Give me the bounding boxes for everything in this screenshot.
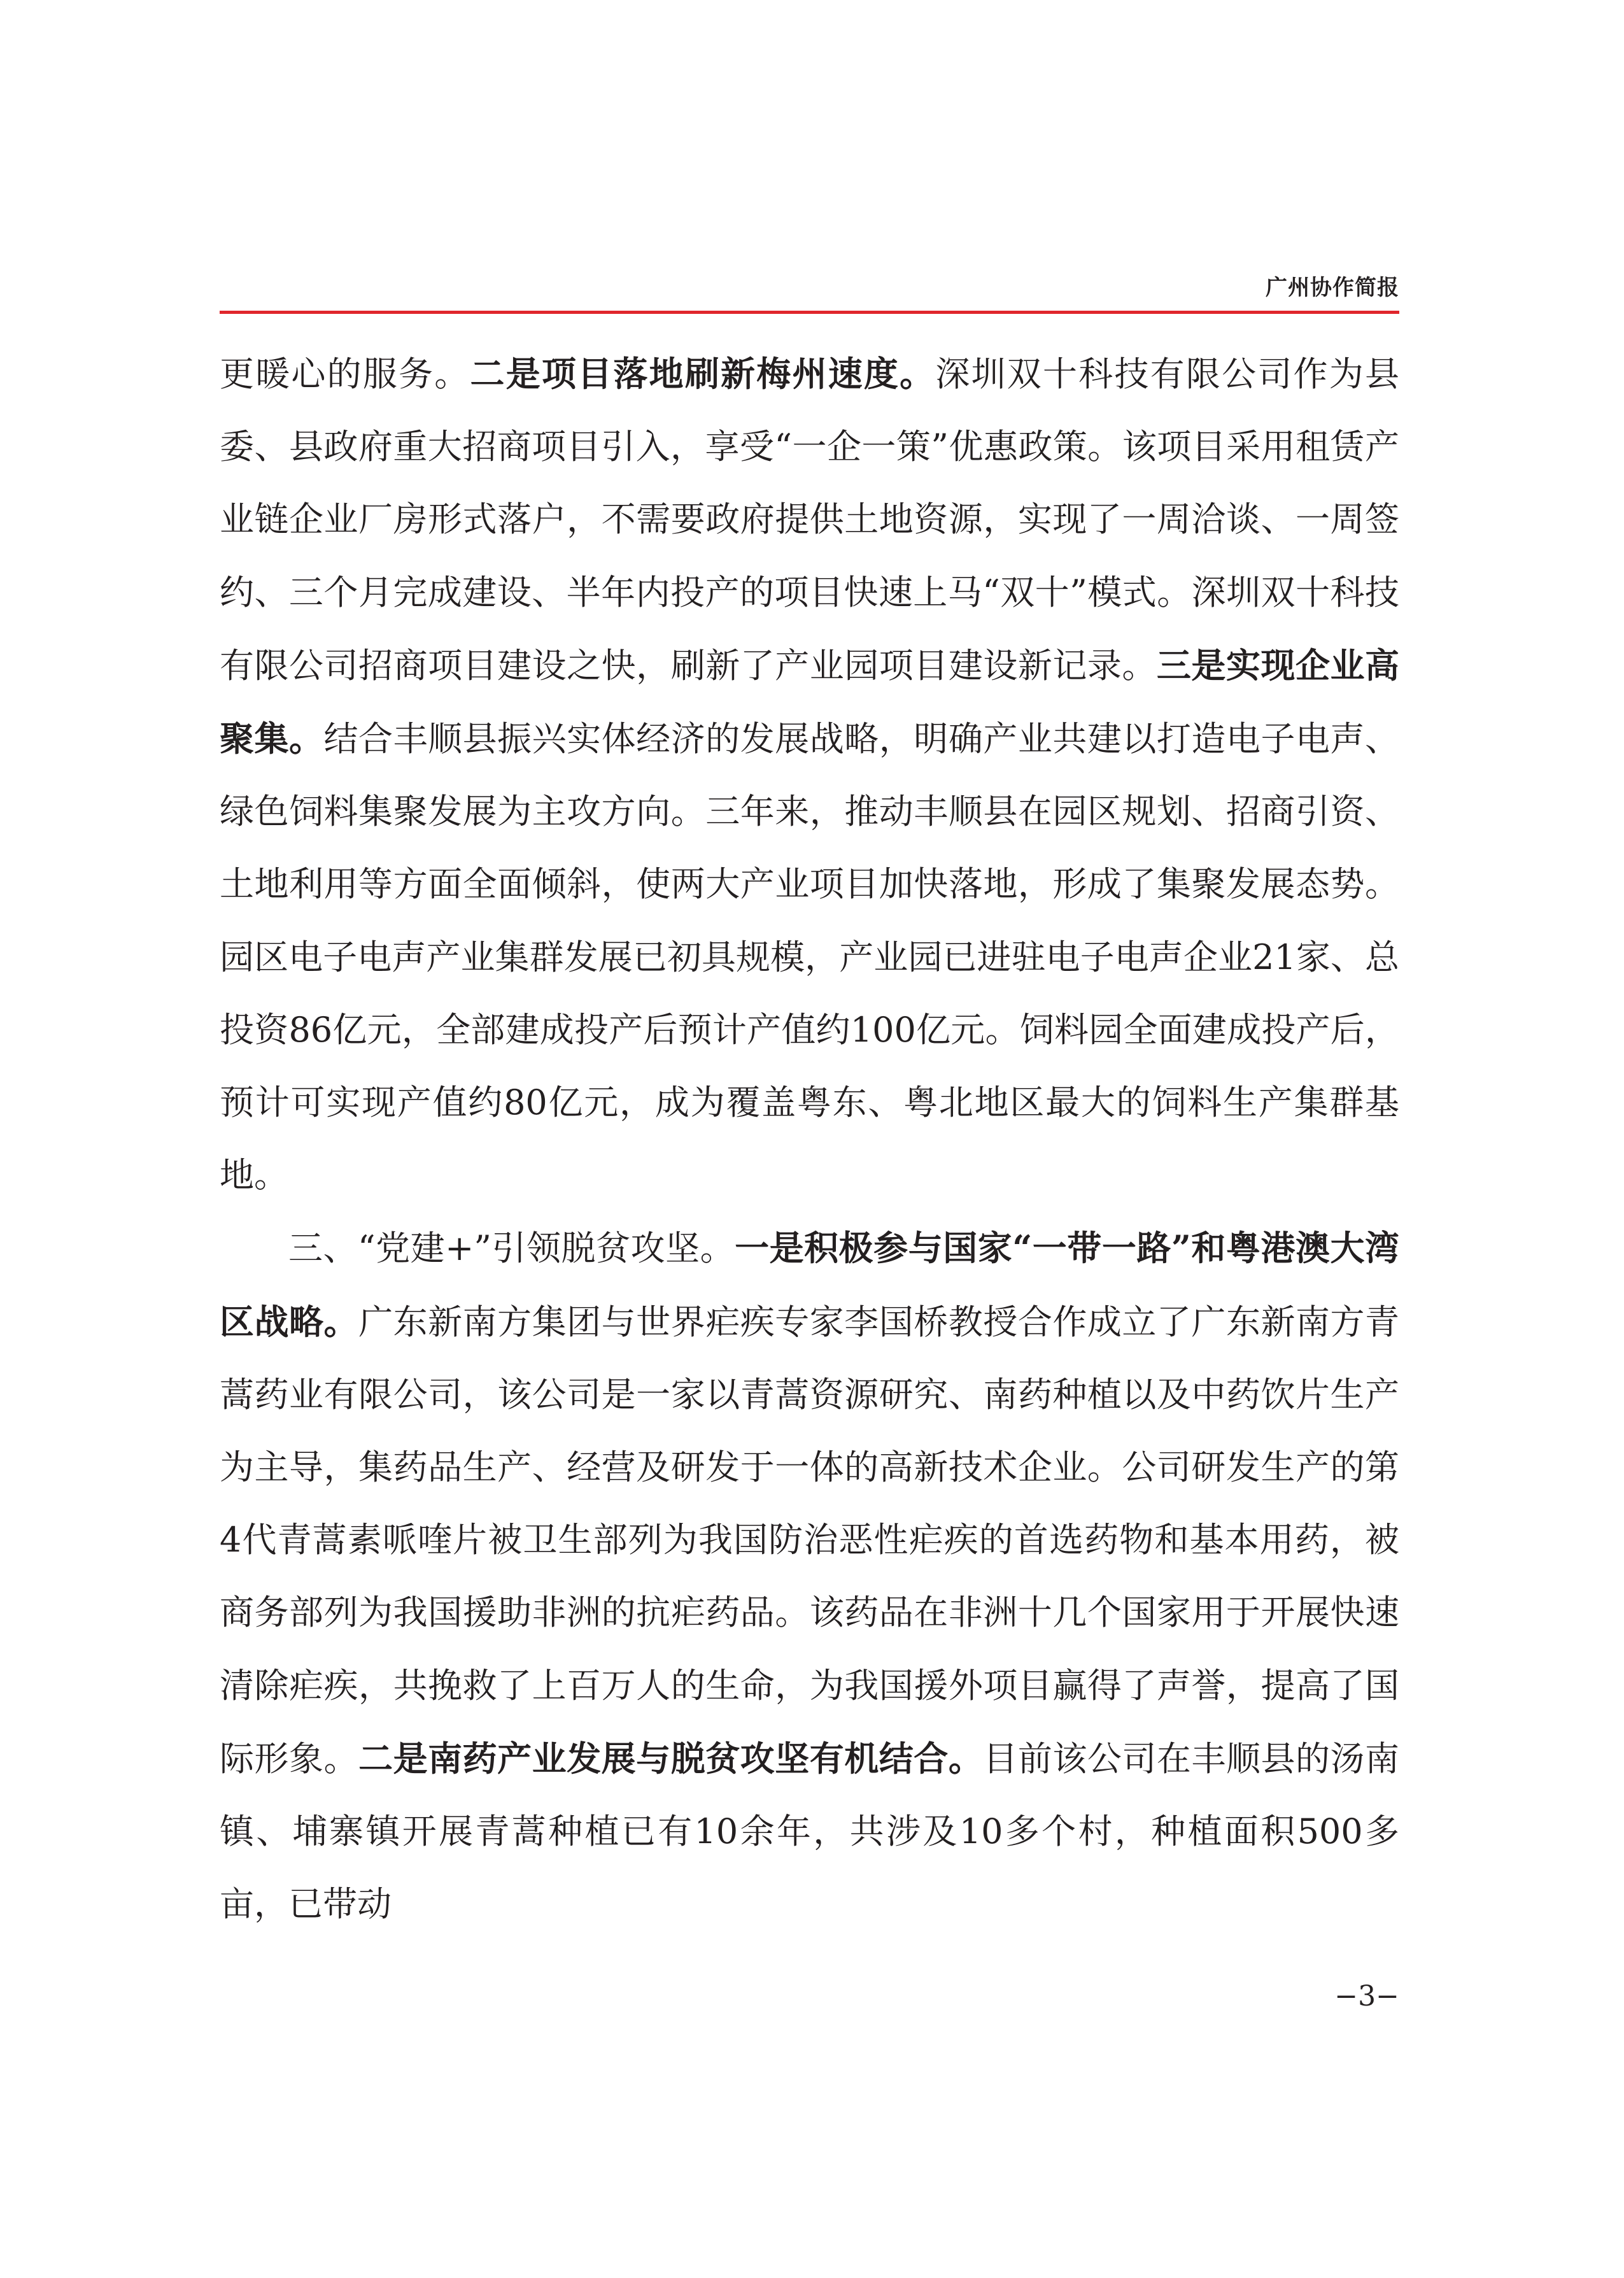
text-segment: 更暖心的服务。: [220, 354, 470, 394]
bold-heading-segment: 二是南药产业发展与脱贫攻坚有机结合。: [358, 1737, 984, 1779]
text-segment: 广东新南方集团与世界疟疾专家李国桥教授合作成立了广东新南方青蒿药业有限公司，该公司是一家以青蒿资源研究、南药种植以及中药饮片生产为主导，集药品生产、经营及研发于一体的高新技术企业。公司研发生产的第4代青蒿素哌喹片被卫生部列为我国防治恶性疟疾的首选药物和基本用药，被商务部列为我国援助非洲的抗疟药品。该药品在非洲十几个国家用于开展快速清除疟疾，共挽救了上百万人的生命，为我国援外项目赢得了声誉，提高了国际形象。: [220, 1301, 1399, 1779]
section-heading: 三、“党建+”引领脱贫攻坚。: [288, 1228, 735, 1269]
bold-heading-segment: 三是实现企业高聚集。: [220, 644, 1399, 760]
text-segment: 深圳双十科技有限公司作为县委、县政府重大招商项目引入，享受“一企一策”优惠政策。该项目采用租赁产业链企业厂房形式落户，不需要政府提供土地资源，实现了一周洽谈、一周签约、三个月完成建设、半年内投产的项目快速上马“双十”模式。深圳双十科技有限公司招商项目建设之快，刷新了产业园项目建设新记录。: [220, 354, 1399, 686]
header: [220, 255, 1399, 314]
body-text: [220, 337, 1399, 1941]
bold-heading-segment: 一是积极参与国家“一带一路”和粤港澳大湾区战略。: [220, 1227, 1399, 1342]
bold-heading-segment: 二是项目落地刷新梅州速度。: [470, 353, 936, 394]
text-segment: 目前该公司在丰顺县的汤南镇、埔寨镇开展青蒿种植已有10余年，共涉及10多个村，种植面积500多亩，已带动: [220, 1738, 1400, 1925]
page-number: −3−: [1334, 1980, 1399, 2013]
paragraph-1: [220, 337, 1399, 1212]
text-segment: 结合丰顺县振兴实体经济的发展战略，明确产业共建以打造电子电声、绿色饲料集聚发展为主攻方向。三年来，推动丰顺县在园区规划、招商引资、土地利用等方面全面倾斜，使两大产业项目加快落地，形成了集聚发展态势。园区电子电声产业集群发展已初具规模，产业园已进驻电子电声企业21家、总投资86亿元，全部建成投产后预计产值约100亿元。饲料园全面建成投产后，预计可实现产值约80亿元，成为覆盖粤东、粤北地区最大的饲料生产集群基地。: [220, 719, 1399, 1196]
header-title: 广州协作简报: [1266, 275, 1399, 301]
paragraph-2: [220, 1212, 1399, 1941]
